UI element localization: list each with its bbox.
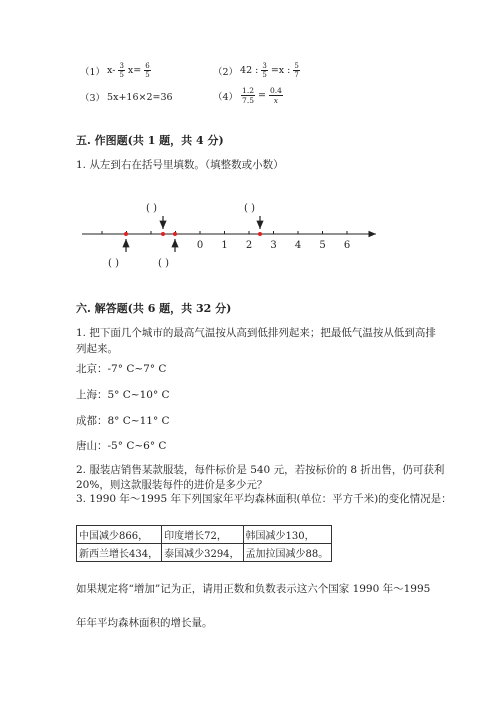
tick-label: 4 [294,240,302,251]
equation-number: （4） [213,91,239,103]
point-marker [258,232,262,236]
tick-label: 5 [319,240,326,251]
table-cell: 韩国减少130， [243,526,332,544]
forest-change-table [76,525,332,562]
tick-label: 0 [196,240,204,251]
table-row [77,544,332,562]
answer-bracket: ( ) [108,258,119,269]
question-6-2-line2: 20%，则这款服装每件的进价是多少元？ [76,479,268,491]
equation-number: （2） [213,66,239,78]
table-cell: 中国减少866， [77,526,162,544]
question-5-1: 1. 从左到右在括号里填数。（填整数或小数） [76,159,284,171]
question-6-2-line1: 2. 服装店销售某款服装，每件标价是 540 元，若按标价的 8 折出售，仍可获利 [76,464,445,476]
section-five-title: 五. 作图题(共 1 题，共 4 分) [76,134,224,147]
equation-1: （1） x- $\frac{3}{5}$ x= $\frac{6}{5}$ [80,62,150,79]
equation-number: （3） [80,93,106,104]
point-marker [161,232,165,236]
table-row [77,526,332,544]
equation-2: （2） 42 : $\frac{3}{5}$ =x : $\frac{5}{7}$ [213,62,299,79]
fraction: $\frac{3}{5}$ [119,62,124,79]
answer-bracket: ( ) [158,258,169,269]
fraction: $\frac{3}{5}$ [262,62,267,79]
city-temperature: 唐山：-5° C~6° C [76,440,167,452]
number-line [78,198,398,278]
fraction: $\frac{0.4}{x}$ [269,86,282,105]
table-cell: 泰国减少3294， [162,544,243,562]
city-temperature: 北京：-7° C~7° C [76,363,167,375]
fraction: $\frac{1.2}{7.5}$ [242,86,254,105]
section-six-title: 六. 解答题(共 6 题，共 32 分) [76,302,232,315]
fraction: $\frac{6}{5}$ [145,62,150,79]
tick-label: 1 [221,240,228,251]
city-temperature: 上海：5° C~10° C [76,389,170,401]
answer-bracket: ( ) [146,203,157,214]
table-cell: 新西兰增长434， [77,544,162,562]
equation-4: （4） $\frac{1.2}{7.5}$ = $\frac{0.4}{x}$ [213,86,282,105]
point-marker [173,232,177,236]
answer-bracket: ( ) [244,203,255,214]
tick-label: 6 [343,240,351,251]
tick-label: 3 [270,240,277,251]
question-6-3-tail-line1: 如果规定将“增加”记为正，请用正数和负数表示这六个国家 1990 年～1995 [76,583,431,595]
tick-label: 2 [245,240,253,251]
table-cell: 孟加拉国减少88。 [243,544,332,562]
city-temperature: 成都：8° C~11° C [76,415,170,427]
fraction: $\frac{5}{7}$ [294,62,299,79]
question-6-1-line1: 1. 把下面几个城市的最高气温按从高到低排列起来；把最低气温按从低到高排 [76,327,436,339]
table-cell: 印度增长72， [162,526,243,544]
question-6-3: 3. 1990 年～1995 年下列国家年平均森林面积(单位：平方千米)的变化情况是： [76,493,452,505]
point-marker [124,232,128,236]
equation-number: （1） [80,66,106,78]
question-6-1-line2: 列起来。 [76,343,118,355]
equation-3: （3） 5x+16×2=36 [80,91,173,104]
question-6-3-tail-line2: 年年平均森林面积的增长量。 [76,617,213,629]
